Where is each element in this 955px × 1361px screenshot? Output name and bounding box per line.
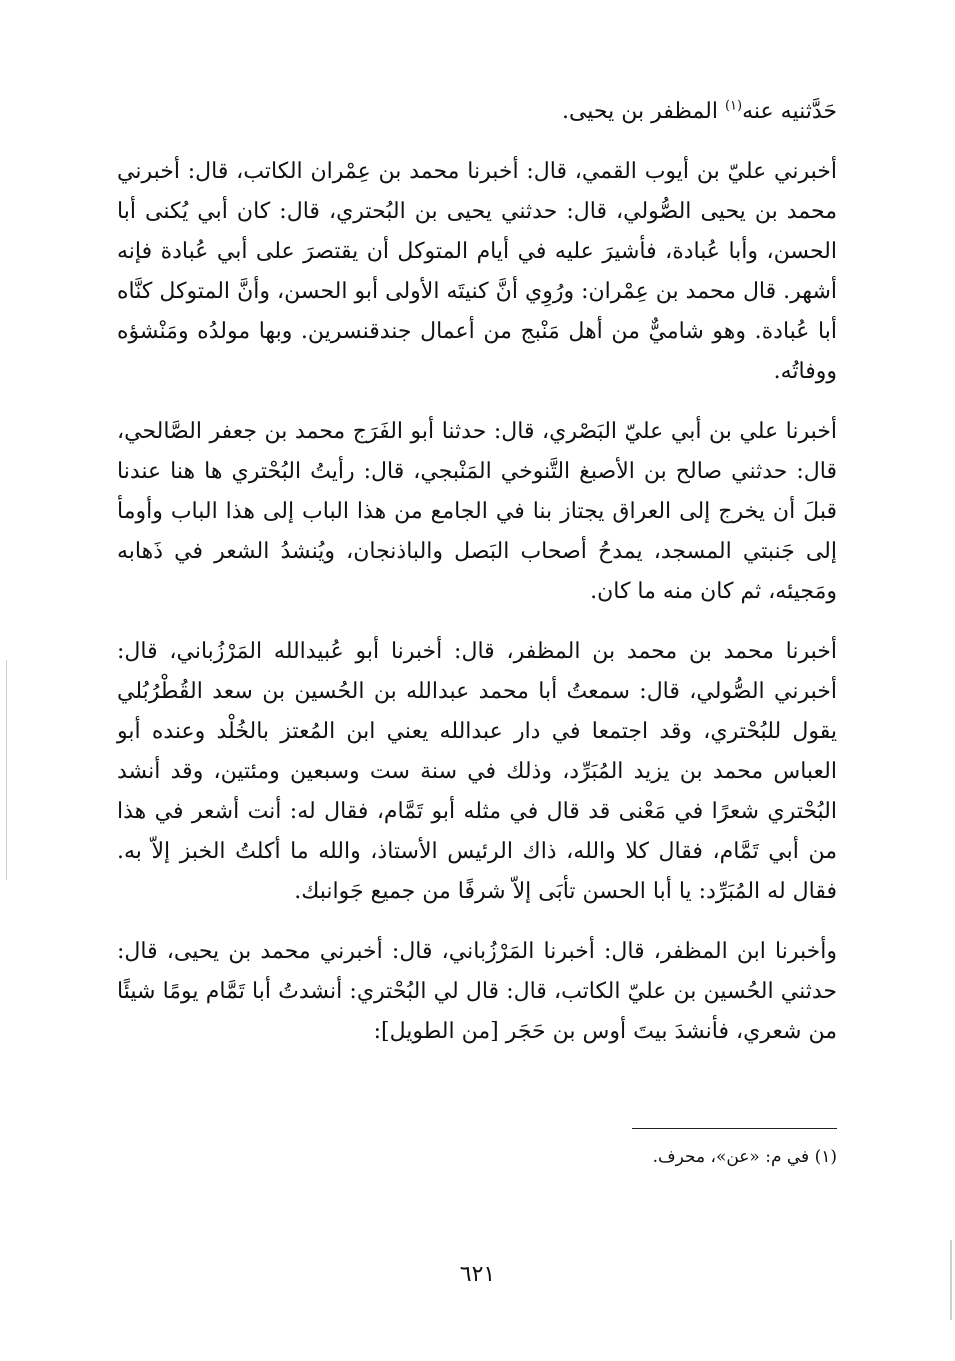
paragraph-3: أخبرنا محمد بن محمد بن المظفر، قال: أخبرنا أبو عُبيدالله المَرْزُباني، قال: أخبرني الصُّولي، قال: سمعتُ أبا محمد عبدالله بن الحُسين بن سعد القُطْرُبُلي يقول للبُحْتري، وقد اجتمعا في دار عبدالله يعني ابن المُعتز بالخُلْد وعنده أبو العباس محمد بن يزيد المُبَرِّد، وذلك في سنة ست وسبعين ومئتين، وقد أنشد البُحْتري شعرًا في مَعْنى قد قال في مثله أبو تَمَّام، فقال له: أنت أشعر في هذا من أبي تَمَّام، فقال كلا والله، ذاك الرئيس الأستاذ، والله ما أكلتُ الخبز إلاّ به. فقال له المُبَرِّد: يا أبا الحسن تأبَى إلاّ شرفًا من جميع جَوانبك. <box>117 639 837 904</box>
paragraph-1: أخبرني عليّ بن أيوب القمي، قال: أخبرنا محمد بن عِمْران الكاتب، قال: أخبرني محمد بن يحيى الصُّولي، قال: حدثني يحيى بن البُحتري، قال: كان أبي يُكنى أبا الحسن، وأبا عُبادة، فأشيرَ عليه في أيام المتوكل أن يقتصرَ على أبي عُبادة فإنه أشهر. قال محمد بن عِمْران: ورُوِي أنَّ كنيتَه الأولى أبو الحسن، وأنَّ المتوكل كنَّاه أبا عُبادة. وهو شاميٌّ من أهل مَنْبج من أعمال جندقنسرين. وبها مولدُه ومَنْشؤه ووفاتُه. <box>117 159 837 384</box>
footnote-reference[interactable]: (١) <box>724 98 743 114</box>
scan-margin-mark <box>6 660 7 880</box>
main-text <box>117 92 837 1052</box>
opening-text: حَدَّثنيه عنه <box>742 99 837 124</box>
paragraph-2: أخبرنا علي بن أبي عليّ البَصْري، قال: حدثنا أبو الفَرَج محمد بن جعفر الصَّالحي، قال: حدثني صالح بن الأصبغ التَّنوخي المَنْبجي، قال: رأيتُ البُحْتري ها هنا عندنا قبلَ أن يخرج إلى العراق يجتاز بنا في الجامع من هذا الباب إلى هذا الباب وأومأ إلى جَنبتي المسجد، يمدحُ أصحاب البَصل والباذنجان، ويُنشدُ الشعر في ذَهابه ومَجيئه، ثم كان منه ما كان. <box>117 419 837 604</box>
footnote-divider <box>632 1128 837 1129</box>
opening-text-end: المظفر بن يحيى. <box>561 99 725 124</box>
paragraph-4: وأخبرنا ابن المظفر، قال: أخبرنا المَرْزُباني، قال: أخبرني محمد بن يحيى، قال: حدثني الحُسين بن عليّ الكاتب، قال: قال لي البُحْتري: أنشدتُ أبا تَمَّام يومًا شيئًا من شعري، فأنشدَ بيتَ أوس بن حَجَر [من الطويل]: <box>117 939 837 1044</box>
page-number: ٦٢١ <box>459 1262 496 1287</box>
opening-line <box>117 92 837 132</box>
footnote: (١) في م: «عن»، محرف. <box>652 1147 837 1167</box>
scan-edge-mark <box>950 1240 952 1320</box>
